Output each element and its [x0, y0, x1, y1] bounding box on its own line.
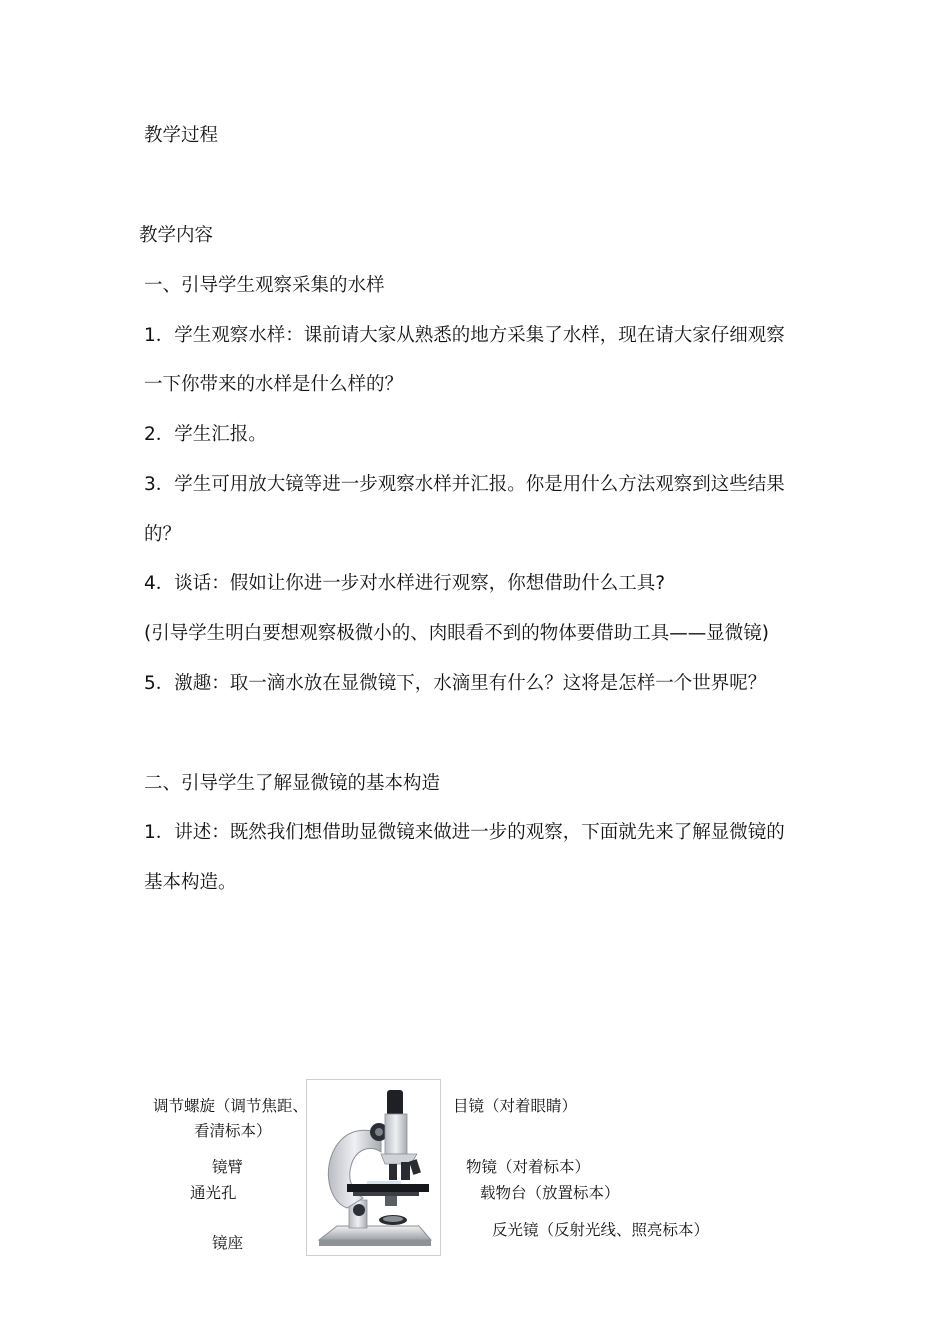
- s1-item3-line2: 的？: [144, 524, 182, 545]
- s1-item2: 2．学生汇报。: [144, 424, 267, 445]
- label-mirror: 反光镜（反射光线、照亮标本）: [492, 1221, 710, 1239]
- s1-item3-line1: 3．学生可用放大镜等进一步观察水样并汇报。你是用什么方法观察到这些结果: [144, 474, 785, 495]
- label-aperture: 通光孔: [190, 1184, 237, 1202]
- s1-item5: 5．激趣：取一滴水放在显微镜下，水滴里有什么？这将是怎样一个世界呢？: [144, 673, 767, 694]
- label-adjust-knob-1: 调节螺旋（调节焦距、: [153, 1097, 309, 1115]
- s2-item1-line2: 基本构造。: [144, 872, 237, 893]
- label-eyepiece: 目镜（对着眼睛）: [453, 1097, 578, 1115]
- s1-item1-line2: 一下你带来的水样是什么样的？: [144, 374, 404, 395]
- section2-title: 二、引导学生了解显微镜的基本构造: [144, 773, 441, 794]
- s1-item1-line1: 1．学生观察水样：课前请大家从熟悉的地方采集了水样，现在请大家仔细观察: [144, 325, 785, 346]
- page-title: 教学过程: [144, 125, 219, 146]
- label-adjust-knob-2: 看清标本）: [194, 1122, 272, 1140]
- label-objective: 物镜（对着标本）: [466, 1158, 591, 1176]
- s1-item4: 4．谈话：假如让你进一步对水样进行观察，你想借助什么工具?: [144, 573, 666, 594]
- s1-note: (引导学生明白要想观察极微小的、肉眼看不到的物体要借助工具——显微镜): [144, 623, 769, 644]
- label-arm: 镜臂: [212, 1158, 244, 1176]
- s2-item1-line1: 1．讲述：既然我们想借助显微镜来做进一步的观察，下面就先来了解显微镜的: [144, 822, 785, 843]
- label-stage: 载物台（放置标本）: [480, 1184, 620, 1202]
- microscope-figure: [306, 1079, 441, 1256]
- label-base: 镜座: [212, 1234, 244, 1252]
- section1-title: 一、引导学生观察采集的水样: [144, 275, 385, 296]
- microscope-icon: [307, 1080, 440, 1255]
- content-heading: 教学内容: [139, 225, 214, 246]
